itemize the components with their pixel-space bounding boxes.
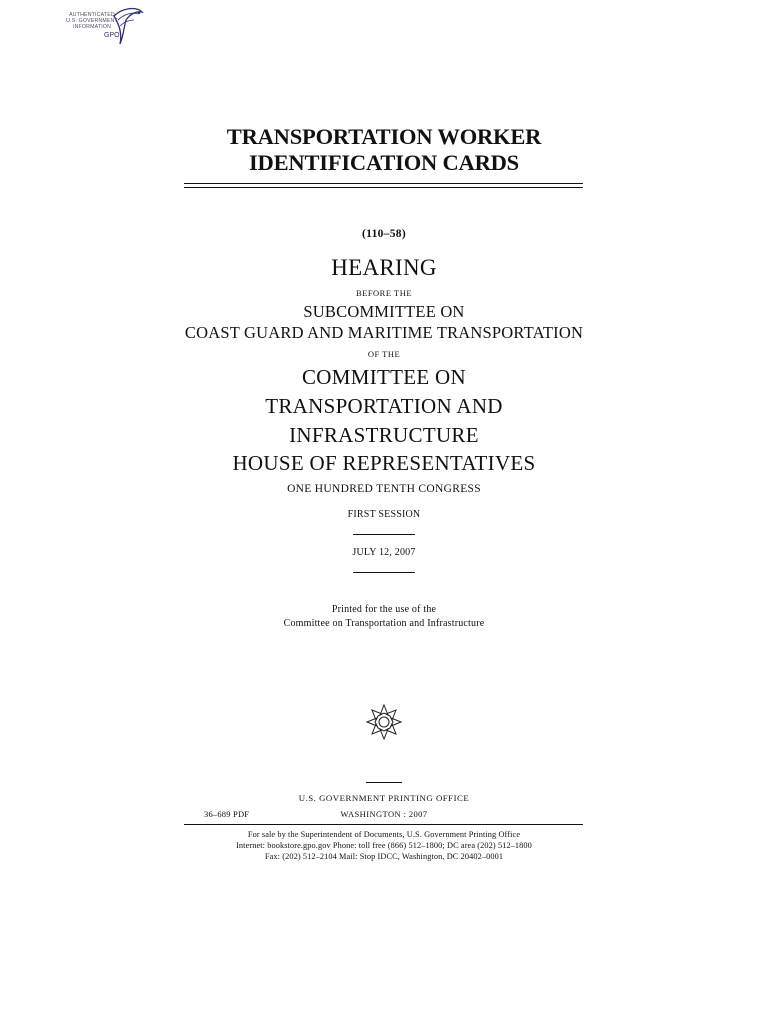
office-rule xyxy=(366,782,402,783)
before-the-label: BEFORE THE xyxy=(355,288,413,298)
pdf-number: 36–689 PDF xyxy=(204,809,250,819)
title-rule-top xyxy=(184,183,583,184)
serial-number: (110–58) xyxy=(362,228,406,240)
document-title-line-1: TRANSPORTATION WORKER xyxy=(226,124,542,149)
session-rule xyxy=(353,534,415,535)
seal-text-line: INFORMATION xyxy=(72,24,112,30)
of-the-label: OF THE xyxy=(367,349,401,359)
committee-line-4: HOUSE OF REPRESENTATIVES xyxy=(232,451,536,475)
printed-line-1: Printed for the use of the xyxy=(331,604,437,615)
subcommittee-line-1: SUBCOMMITTEE ON xyxy=(303,302,465,321)
title-rule-bottom xyxy=(184,187,583,188)
committee-line-1: COMMITTEE ON xyxy=(301,365,466,389)
session-label: FIRST SESSION xyxy=(347,509,421,520)
printing-office-name: U.S. GOVERNMENT PRINTING OFFICE xyxy=(298,793,470,803)
date-rule xyxy=(353,572,415,573)
committee-line-2: TRANSPORTATION AND xyxy=(265,394,503,418)
city-year: WASHINGTON : 2007 xyxy=(340,809,428,819)
document-title-line-2: IDENTIFICATION CARDS xyxy=(249,150,519,175)
sale-info-line-3: Fax: (202) 512–2104 Mail: Stop IDCC, Washington, DC 20402–0001 xyxy=(264,852,504,861)
subcommittee-line-2: COAST GUARD AND MARITIME TRANSPORTATION xyxy=(184,323,584,342)
footer-rule xyxy=(184,824,583,825)
congress-label: ONE HUNDRED TENTH CONGRESS xyxy=(287,483,481,495)
sale-info-line-2: Internet: bookstore.gpo.gov Phone: toll free (866) 512–1800; DC area (202) 512–1800 xyxy=(236,841,532,850)
gpo-ornament-icon xyxy=(364,702,404,742)
hearing-heading: HEARING xyxy=(331,255,437,280)
seal-text-line: U.S. GOVERNMENT xyxy=(66,18,118,24)
seal-gpo-text: GPO xyxy=(104,32,120,39)
hearing-date: JULY 12, 2007 xyxy=(352,547,416,558)
printed-line-2: Committee on Transportation and Infrastructure xyxy=(283,618,485,629)
committee-line-3: INFRASTRUCTURE xyxy=(289,423,479,447)
sale-info-line-1: For sale by the Superintendent of Documents, U.S. Government Printing Office xyxy=(247,830,521,839)
seal-text-line: AUTHENTICATED xyxy=(69,12,115,18)
gpo-authentication-seal xyxy=(60,6,148,50)
eagle-icon xyxy=(110,6,146,50)
